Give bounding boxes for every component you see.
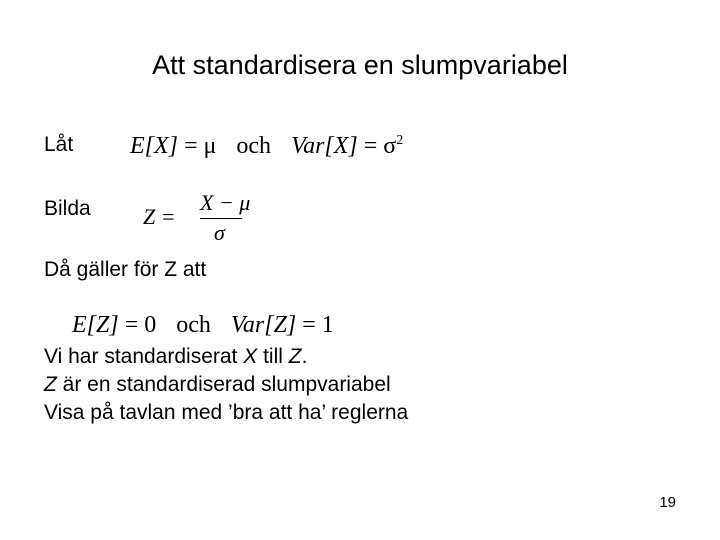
line1-x: X xyxy=(243,345,258,368)
fraction-numerator: X − μ xyxy=(200,190,251,215)
line-standardized xyxy=(44,343,408,371)
body-text xyxy=(44,343,408,427)
z-equals xyxy=(143,204,176,230)
line-standardized-variable xyxy=(44,371,408,399)
line2-z: Z xyxy=(44,373,57,396)
slide-title: Att standardisera en slumpvariabel xyxy=(152,50,568,80)
fraction-bar xyxy=(200,218,242,219)
expectation-x: E[X] xyxy=(130,133,178,159)
variance-x: Var[X] xyxy=(291,133,358,159)
line1-middle: till xyxy=(257,345,289,368)
page-number: 19 xyxy=(659,494,676,511)
fraction xyxy=(200,190,250,246)
line-rules: Visa på tavlan med ’bra att ha’ reglerna xyxy=(44,401,409,424)
variance-z: Var[Z] xyxy=(230,312,297,338)
label-da-galler: Då gäller för Z att xyxy=(44,258,207,281)
z-variable: Z = xyxy=(143,204,176,229)
fraction-denominator: σ xyxy=(214,220,225,245)
och-word: och xyxy=(236,133,272,159)
line1-suffix: . xyxy=(301,345,308,368)
equals-sigma: = σ xyxy=(363,133,397,159)
label-lat: Låt xyxy=(44,133,74,156)
exponent-2: 2 xyxy=(396,133,404,148)
och-word-2: och xyxy=(176,312,211,338)
label-bilda: Bilda xyxy=(44,197,91,220)
equals-mu: = μ xyxy=(184,133,217,159)
line1-z: Z xyxy=(288,345,302,368)
expectation-z: E[Z] xyxy=(72,312,119,338)
line1-prefix: Vi har standardiserat xyxy=(44,345,244,368)
formula-expectation-variance xyxy=(130,133,403,160)
line2-rest: är en standardiserad slumpvariabel xyxy=(56,373,391,396)
equals-1: = 1 xyxy=(302,312,334,338)
formula-standardized xyxy=(72,312,334,339)
equals-0: = 0 xyxy=(124,312,157,338)
